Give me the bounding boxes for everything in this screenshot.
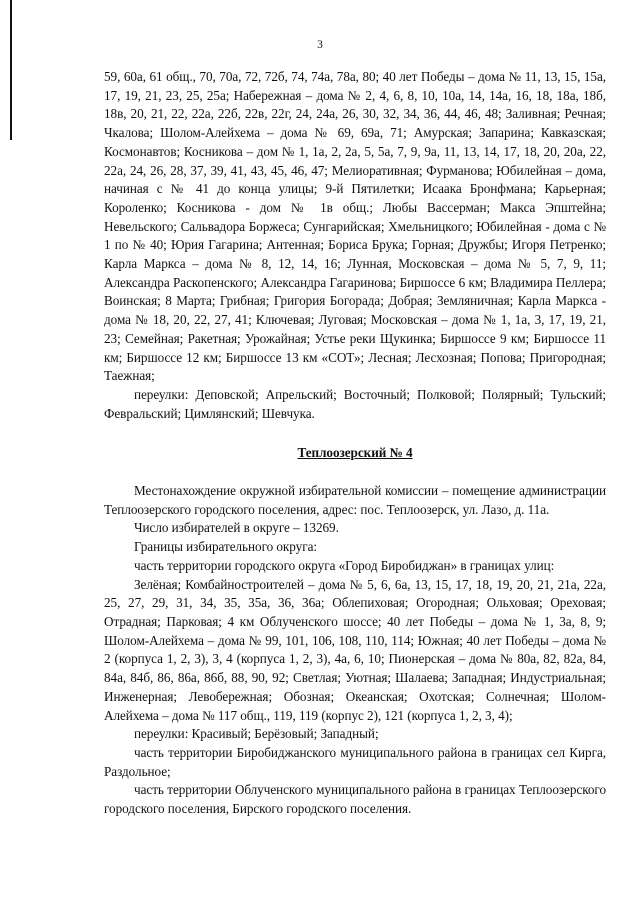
document-body [104,68,606,819]
left-margin-rule [10,0,12,140]
birobidzhan-part-paragraph: часть территории Биробиджанского муниципального района в границах сел Кирга, Раздольное; [104,744,606,779]
obluchye-part-paragraph: часть территории Облученского муниципального района в границах Теплоозерского городского поселения, Бирского городского поселения. [104,782,606,817]
intro-lanes-paragraph: переулки: Деповской; Апрельский; Восточный; Полковой; Полярный; Тульский; Февральский; Цимлянский; Шевчука. [104,386,606,421]
intro-streets-paragraph: 59, 60а, 61 общ., 70, 70а, 72, 72б, 74, 74а, 78а, 80; 40 лет Победы – дома № 11, 13, 15, 15а, 17, 19, 21, 23, 25, 25а; Набережная – дома № 2, 4, 6, 8, 10, 10а, 14, 14а, 16, 18, 18а, 18б, 18в, 20, 21, 22, 22а, 22б, 22в, 22г, 24, 24а, 26, 30, 32, 34, 36, 44, 46, 48; Заливная; Речная; Чкалова; Шолом-Алейхема – дома № 69, 69а, 71; Амурская; Запарина; Кавказская; Космонавтов; Косникова – дом № 1, 1а, 2, 2а, 5, 5а, 7, 9, 9а, 11, 13, 14, 17, 18, 20, 20а, 22, 22а, 24, 26, 28, 37, 39, 41, 43, 45, 46, 47; Мелиоративная; Фурманова; Юбилейная – дома, начиная с № 41 до конца улицы; 9-й Пятилетки; Исаака Бронфмана; Карьерная; Короленко; Косникова - дом № 1в общ.; Любы Вассерман; Макса Эпштейна; Невельского; Сальвадора Боржеса; Сунгарийская; Хмельницкого; Юбилейная - дома с № 1 по № 40; Юрия Гагарина; Антенная; Бориса Брука; Горная; Дружбы; Игоря Петренко; Карла Маркса – дома № 8, 12, 14, 16; Лунная, Московская – дома № 5, 7, 9, 11; Александра Раскопенского; Александра Гагаринова; Биршоссе 6 км; Владимира Пеллера; Воинская; 8 Марта; Грибная; Григория Богорада; Добрая; Земляничная; Карла Маркса - дома № 18, 20, 22, 27, 41; Ключевая; Луговая; Московская – дома № 1, 1а, 3, 17, 19, 21, 23; Семейная; Ракетная; Урожайная; Устье реки Щукинка; Биршоссе 9 км; Биршоссе 11 км; Биршоссе 12 км; Биршоссе 13 км «СОТ»; Лесная; Лесхозная; Попова; Пригородная; Таежная; [104,69,606,384]
district-heading: Теплоозерский № 4 [297,445,413,461]
district-streets-paragraph: Зелёная; Комбайностроителей – дома № 5, 6, 6а, 13, 15, 17, 18, 19, 20, 21, 21а, 22а, 25, 27, 29, 31, 34, 35, 35а, 36, 36а; Облепиховая; Огородная; Ольховая; Ореховая; Отрадная; Парковая; 4 км Облученского шоссе; 40 лет Победы – дома № 1, 3а, 8, 9; Шолом-Алейхема – дома № 99, 101, 106, 108, 110, 114; Южная; 40 лет Победы – дома № 2 (корпуса 1, 2, 3), 3, 4 (корпуса 1, 2, 3), 4а, 6, 10; Пионерская – дома № 80а, 82, 82а, 84, 84а, 84б, 86, 86а, 86б, 88, 90, 92; Светлая; Уютная; Шалаева; Западная; Индустриальная; Инженерная; Левобережная; Обозная; Океанская; Охотская; Солнечная; Шолом-Алейхема – дома № 117 общ., 119, 119 (корпус 2), 121 (корпуса 1, 2, 3, 4); [104,576,606,723]
city-part-paragraph: часть территории городского округа «Город Биробиджан» в границах улиц: [134,557,555,573]
district-lanes-paragraph: переулки: Красивый; Берёзовый; Западный; [134,726,379,742]
commission-location-paragraph: Местонахождение окружной избирательной комиссии – помещение администрации Теплоозерского городского поселения, адрес: пос. Теплоозерск, ул. Лазо, д. 11а. [104,483,606,517]
page-number: 3 [317,39,323,51]
voters-count-paragraph: Число избирателей в округе – 13269. [134,520,339,536]
boundaries-label: Границы избирательного округа: [134,539,317,555]
